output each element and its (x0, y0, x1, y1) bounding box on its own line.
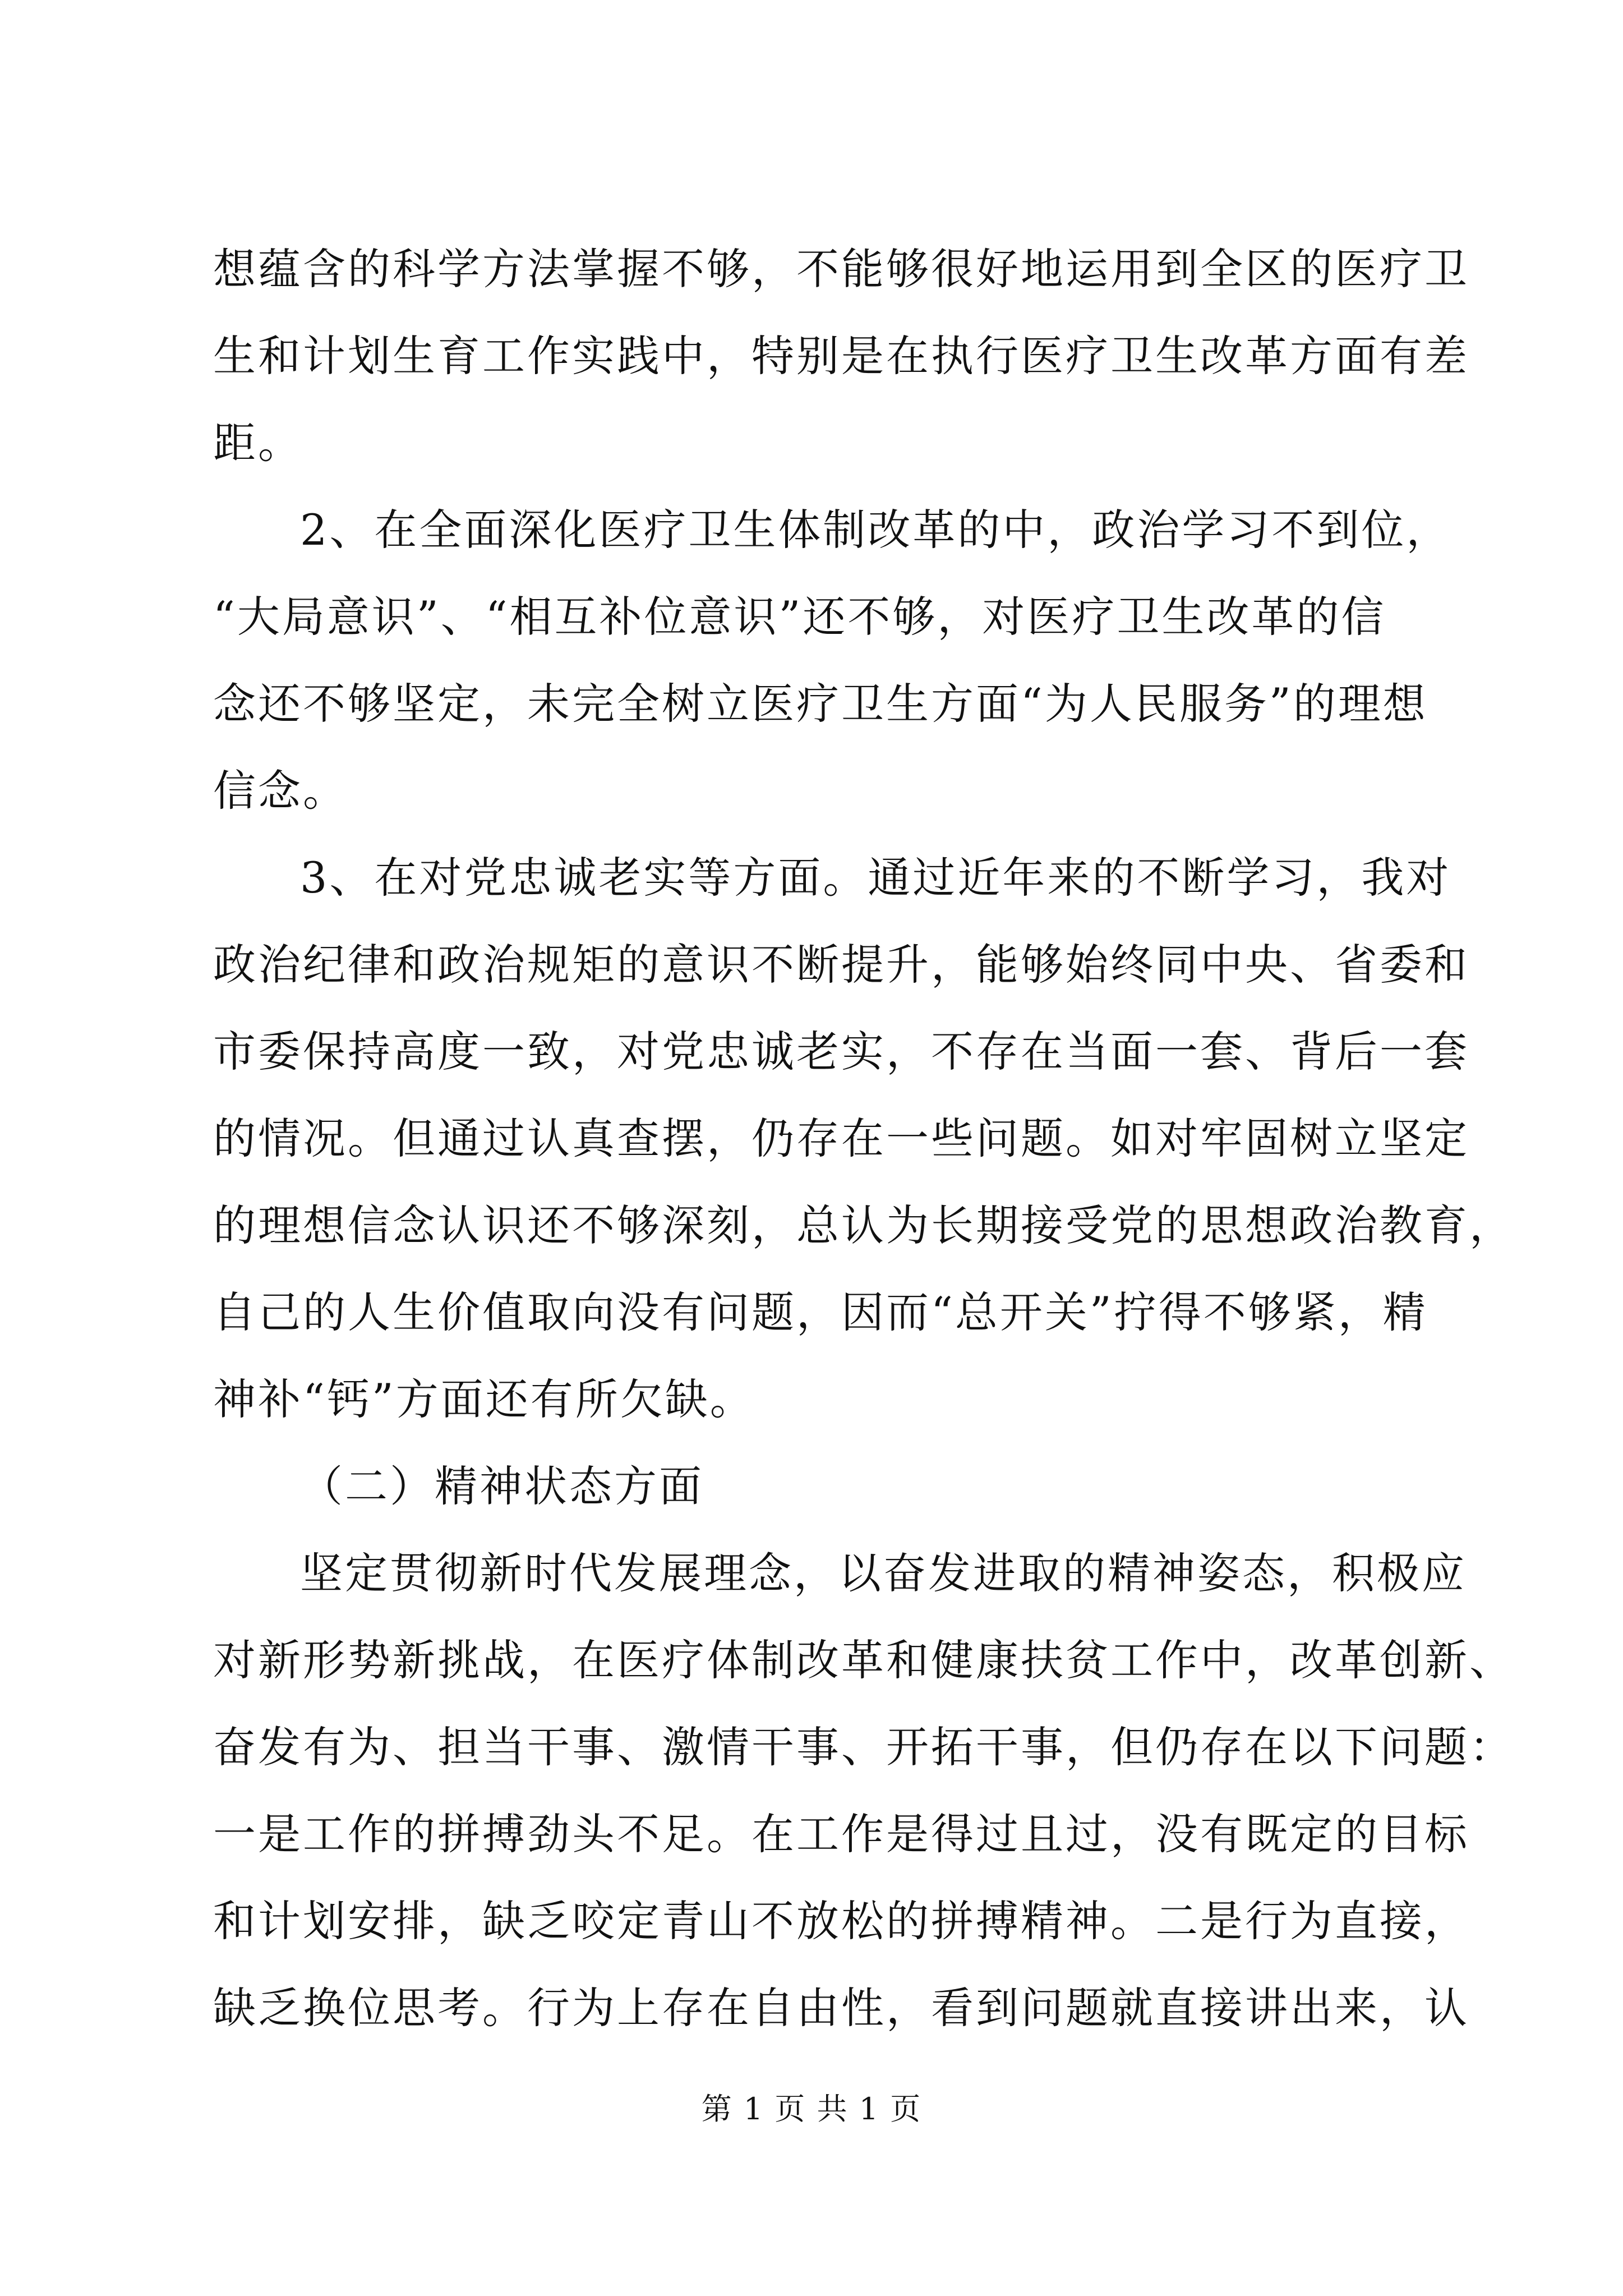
text-line: 政治纪律和政治规矩的意识不断提升，能够始终同中央、省委和 (213, 940, 1469, 990)
text-line: 一是工作的拼搏劲头不足。在工作是得过且过，没有既定的目标 (213, 1809, 1469, 1859)
text-line: 坚定贯彻新时代发展理念，以奋发进取的精神姿态，积极应 (300, 1548, 1467, 1598)
text-line: 距。 (213, 418, 303, 468)
text-line: 生和计划生育工作实践中，特别是在执行医疗卫生改革方面有差 (213, 331, 1469, 381)
text-line: 的情况。但通过认真查摆，仍存在一些问题。如对牢固树立坚定 (213, 1114, 1469, 1163)
text-line: 和计划安排，缺乏咬定青山不放松的拼搏精神。二是行为直接， (213, 1896, 1469, 1946)
text-line: 2、在全面深化医疗卫生体制改革的中，政治学习不到位， (300, 505, 1451, 555)
text-line: 神补“钙”方面还有所欠缺。 (213, 1374, 755, 1424)
text-line: 3、在对党忠诚老实等方面。通过近年来的不断学习，我对 (300, 853, 1451, 903)
text-line: 奋发有为、担当干事、激情干事、开拓干事，但仍存在以下问题： (213, 1722, 1514, 1772)
text-line: “大局意识”、“相互补位意识”还不够，对医疗卫生改革的信 (213, 592, 1386, 642)
text-line: 信念。 (213, 766, 348, 816)
text-line: 念还不够坚定，未完全树立医疗卫生方面“为人民服务”的理想 (213, 679, 1428, 729)
text-line: 自己的人生价值取向没有问题，因而“总开关”拧得不够紧，精 (213, 1287, 1428, 1337)
page-footer: 第 1 页 共 1 页 (701, 2091, 922, 2127)
text-line: 缺乏换位思考。行为上存在自由性，看到问题就直接讲出来，认 (213, 1983, 1469, 2033)
text-line: 市委保持高度一致，对党忠诚老实，不存在当面一套、背后一套 (213, 1027, 1469, 1076)
text-line: 的理想信念认识还不够深刻，总认为长期接受党的思想政治教育， (213, 1200, 1514, 1250)
text-line: 对新形势新挑战，在医疗体制改革和健康扶贫工作中，改革创新、 (213, 1635, 1514, 1685)
section-heading: （二）精神状态方面 (300, 1461, 704, 1511)
text-line: 想蕴含的科学方法掌握不够，不能够很好地运用到全区的医疗卫 (213, 244, 1469, 294)
